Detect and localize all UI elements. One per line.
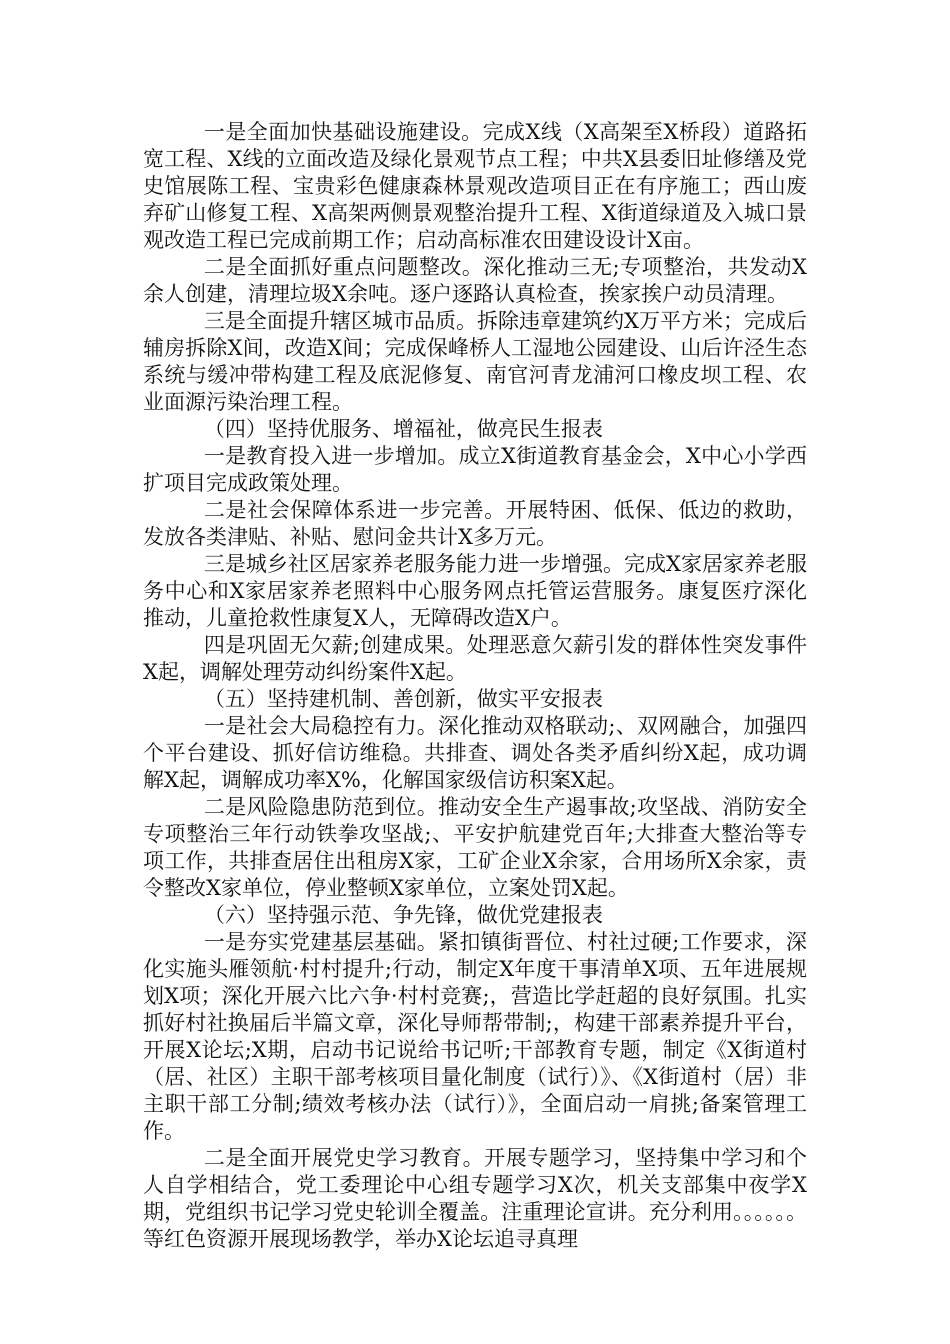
paragraph-infrastructure: 一是全面加快基础设施建设。完成X线（X高架至X桥段）道路拓宽工程、X线的立面改造及绿化景观节点工程；中共X县委旧址修缮及党史馆展陈工程、宝贵彩色健康森林景观改造项目正在有序施工；西山废弃矿山修复工程、X高架两侧景观整治提升工程、X街道绿道及入城口景观改造工程已完成前期工作；启动高标准农田建设设计X亩。 [143, 120, 807, 252]
paragraph-risk-prevention: 二是风险隐患防范到位。推动安全生产遏事故;攻坚战、消防安全专项整治三年行动铁拳攻坚战;、平安护航建党百年;大排查大整治等专项工作，共排查居住出租房X家，工矿企业X余家，合用场所X余家，责令整改X家单位，停业整顿X家单位，立案处罚X起。 [143, 795, 807, 900]
paragraph-social-security: 二是社会保障体系进一步完善。开展特困、低保、低边的救助，发放各类津贴、补贴、慰问金共计X多万元。 [143, 498, 807, 549]
paragraph-city-quality: 三是全面提升辖区城市品质。拆除违章建筑约X万平方米；完成后辅房拆除X间，改造X间；完成保峰桥人工湿地公园建设、山后许泾生态系统与缓冲带构建工程及底泥修复、南官河青龙浦河口橡皮坝工程、农业面源污染治理工程。 [143, 309, 807, 414]
section-heading-safety: （五）坚持建机制、善创新，做实平安报表 [203, 687, 603, 711]
paragraph-rectification: 二是全面抓好重点问题整改。深化推动三无;专项整治，共发动X余人创建，清理垃圾X余吨。逐户逐路认真检查，挨家挨户动员清理。 [143, 255, 807, 306]
paragraph-elderly-care: 三是城乡社区居家养老服务能力进一步增强。完成X家居家养老服务中心和X家居家养老照料中心服务网点托管运营服务。康复医疗深化推动，儿童抢救性康复X人，无障碍改造X户。 [143, 552, 807, 630]
paragraph-education: 一是教育投入进一步增加。成立X街道教育基金会，X中心小学西扩项目完成政策处理。 [143, 444, 807, 495]
paragraph-social-stability: 一是社会大局稳控有力。深化推动双格联动;、双网融合，加强四个平台建设、抓好信访维稳。共排查、调处各类矛盾纠纷X起，成功调解X起，调解成功率X%，化解国家级信访积案X起。 [143, 714, 807, 792]
paragraph-party-history: 二是全面开展党史学习教育。开展专题学习，坚持集中学习和个人自学相结合，党工委理论中心组专题学习X次，机关支部集中夜学X期，党组织书记学习党史轮训全覆盖。注重理论宣讲。充分利用。。。。。。等红色资源开展现场教学，举办X论坛追寻真理 [143, 1146, 807, 1251]
section-heading-livelihood: （四）坚持优服务、增福祉，做亮民生报表 [203, 417, 603, 441]
paragraph-party-foundation: 一是夯实党建基层基础。紧扣镇街晋位、村社过硬;工作要求，深化实施头雁领航·村村提升;行动，制定X年度干事清单X项、五年进展规划X项；深化开展六比六争·村村竞赛;，营造比学赶超的良好氛围。扎实抓好村社换届后半篇文章，深化导师帮带制;，构建干部素养提升平台，开展X论坛;X期，启动书记说给书记听;干部教育专题，制定《X街道村（居、社区）主职干部考核项目量化制度（试行）》、《X街道村（居）非主职干部工分制;绩效考核办法（试行）》，全面启动一肩挑;备案管理工作。 [143, 930, 807, 1143]
document-body [143, 119, 807, 1253]
section-heading-party-building: （六）坚持强示范、争先锋，做优党建报表 [203, 903, 603, 927]
paragraph-wage-arrears: 四是巩固无欠薪;创建成果。处理恶意欠薪引发的群体性突发事件X起，调解处理劳动纠纷案件X起。 [143, 633, 807, 684]
